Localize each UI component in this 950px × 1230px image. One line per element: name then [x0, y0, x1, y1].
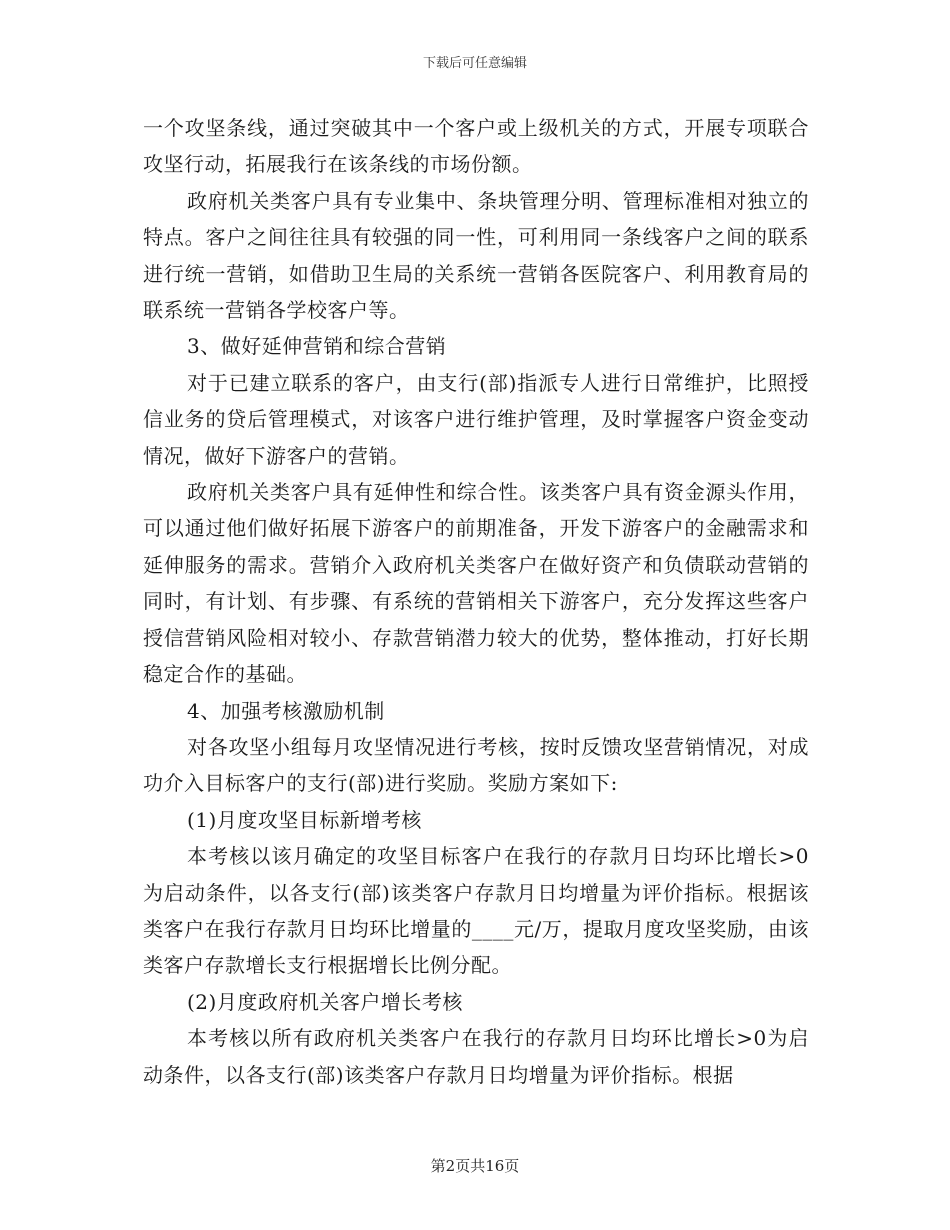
page-header: 下载后可任意编辑 — [422, 56, 527, 71]
paragraph-7: 本考核以所有政府机关类客户在我行的存款月日均环比增长>0为启动条件，以各支行(部)该类客户存款月日均增量为评价指标。根据 — [143, 1026, 809, 1087]
paragraph-4: 政府机关类客户具有延伸性和综合性。该类客户具有资金源头作用，可以通过他们做好拓展下游客户的前期准备，开发下游客户的金融需求和延伸服务的需求。营销介入政府机关类客户在做好资产和负债联动营销的同时，有计划、有步骤、有系统的营销相关下游客户，充分发挥这些客户授信营销风险相对较小、存款营销潜力较大的优势，整体推动，打好长期稳定合作的基础。 — [143, 480, 809, 687]
subsection-heading-1: (1)月度攻坚目标新增考核 — [187, 807, 422, 832]
paragraph-3: 对于已建立联系的客户，由支行(部)指派专人进行日常维护，比照授信业务的贷后管理模式，对该客户进行维护管理，及时掌握客户资金变动情况，做好下游客户的营销。 — [143, 370, 809, 468]
paragraph-5: 对各攻坚小组每月攻坚情况进行考核，按时反馈攻坚营销情况，对成功介入目标客户的支行(部)进行奖励。奖励方案如下: — [143, 734, 809, 796]
paragraph-2: 政府机关类客户具有专业集中、条块管理分明、管理标准相对独立的特点。客户之间往往具有较强的同一性，可利用同一条线客户之间的联系进行统一营销，如借助卫生局的关系统一营销各医院客户、利用教育局的联系统一营销各学校客户等。 — [143, 188, 809, 323]
section-heading-4: 4、加强考核激励机制 — [187, 698, 385, 723]
document-body — [143, 110, 809, 1093]
paragraph-1: 一个攻坚条线，通过突破其中一个客户或上级机关的方式，开展专项联合攻坚行动，拓展我行在该条线的市场份额。 — [143, 116, 809, 177]
page-number-footer: 第2页共16页 — [430, 1157, 520, 1175]
subsection-heading-2: (2)月度政府机关客户增长考核 — [187, 989, 463, 1014]
paragraph-6: 本考核以该月确定的攻坚目标客户在我行的存款月日均环比增长>0为启动条件，以各支行(部)该类客户存款月日均增量为评价指标。根据该类客户在我行存款月日均环比增量的____元/万，提取月度攻坚奖励，由该类客户存款增长支行根据增长比例分配。 — [143, 844, 809, 978]
section-heading-3: 3、做好延伸营销和综合营销 — [187, 334, 447, 359]
